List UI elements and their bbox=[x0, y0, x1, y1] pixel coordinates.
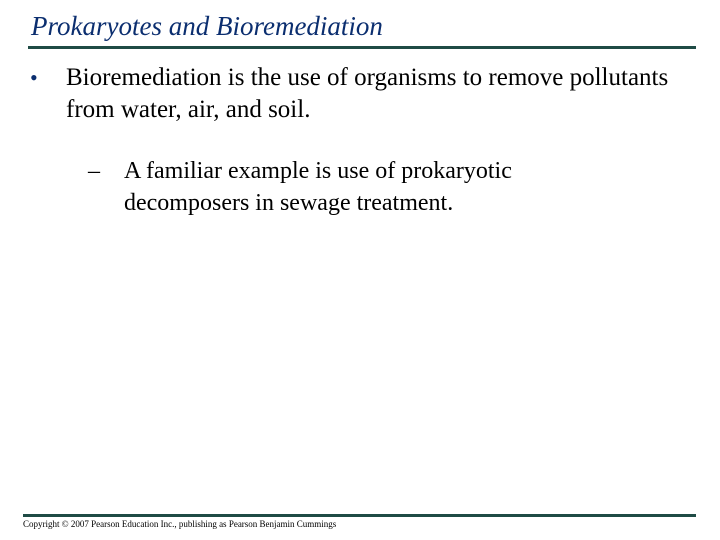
copyright-footer: Copyright © 2007 Pearson Education Inc., publishing as Pearson Benjamin Cummings bbox=[23, 519, 337, 529]
bullet-text: Bioremediation is the use of organisms to remove pollutants from water, air, and soil. bbox=[66, 64, 669, 123]
footer-divider bbox=[23, 514, 696, 517]
bullet-marker: • bbox=[30, 65, 38, 90]
slide-title: Prokaryotes and Bioremediation bbox=[31, 11, 383, 41]
sub-bullet-text: A familiar example is use of prokaryotic decomposers in sewage treatment. bbox=[124, 158, 512, 216]
sub-bullet-marker: – bbox=[88, 158, 100, 184]
title-divider bbox=[28, 46, 696, 49]
